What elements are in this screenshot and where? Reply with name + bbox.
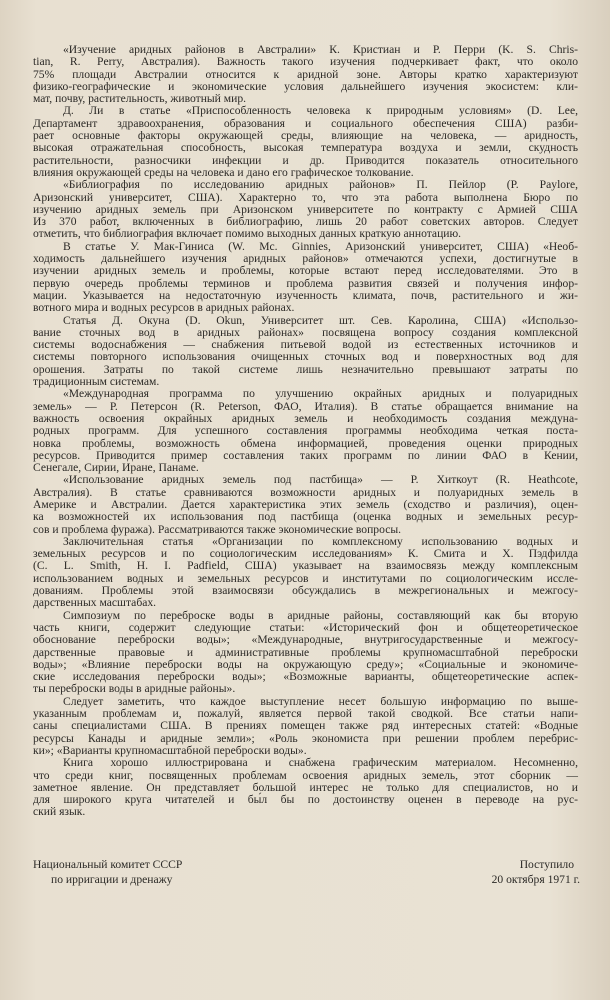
text-line: «Изучение аридных районов в Австралии» К. Кристиан и Р. Перри (K. S. Chris- (63, 43, 578, 56)
text-line: изучении аридных земель и проблемы, которые встают перед исследователями. Это в (33, 264, 578, 278)
text-line: «Использование аридных земель под пастбища» — Р. Хиткоут (R. Heathcote, (63, 473, 578, 487)
text-line: новка проблемы, возможность обмена информацией, проведения оценки природных (33, 436, 578, 450)
text-line: сов и проблема фуража). Рассматриваются также экономические вопросы. (33, 522, 402, 536)
text-line: ты переброски воды в аридные районы». (33, 682, 236, 696)
text-line: физико-географические и экономические условия дальнейшего изучения экосистем: кли- (33, 79, 578, 93)
text-line: 75% площади Австралии относится к аридной зоне. Авторы кратко характеризуют (33, 67, 578, 81)
text-line: дованиям. Проблемы этой взаимосвязи обсуждались в межрегиональных и межгосу- (33, 584, 578, 598)
text-line: В статье У. Мак-Гиниса (W. Mc. Ginnies, Аризонский университет, США) «Необ- (63, 239, 578, 253)
text-line: рает основные факторы окружающей среды, влияющие на человека, — аридность, (33, 129, 578, 143)
text-line: мат, почву, растительность, животный мир. (33, 92, 247, 106)
text-line: для широкого круга читателей и бы́л бы по достоинству оценен в переводе на рус- (33, 793, 578, 807)
text-line: Заключительная статья «Организации по комплексному использованию водных и (63, 534, 578, 548)
text-line: орошения. Затраты по такой системе лишь незначительно превышают затраты по (33, 362, 578, 376)
text-line: tian, R. Perry, Австралия). Важность такого изучения подчеркивает факт, что около (33, 55, 578, 69)
author-organization (33, 858, 182, 887)
text-line: высокая отражательная способность, высокая температура воздуха и земли, скудность (33, 141, 578, 155)
text-line: ский язык. (33, 805, 86, 819)
text-line: дарственные правовые и административные проблемы крупномасштабной переброски (33, 645, 578, 659)
text-line: вотного мира и водных ресурсов в аридных районах. (33, 301, 295, 315)
text-line: обоснование переброски воды»; «Международные, внутригосударственные и межгосу- (33, 633, 578, 647)
text-line: ресурсы Канады и аридные земли»; «Роль экономиста при решении проблем перебрис- (33, 731, 578, 745)
paragraph (33, 44, 578, 105)
received-note (440, 858, 580, 887)
text-line: «Библиография по исследованию аридных районов» П. Пейлор (P. Paylore, (63, 178, 578, 192)
text-line: мации. Указывается на недостаточную изученность климата, почв, растительного и жи- (33, 288, 578, 302)
text-line: Из 370 работ, включенных в библиографию, лишь 20 работ советских авторов. Следует (33, 215, 578, 229)
text-line: заметное явление. Он представляет большой интерес не только для специалистов, но и (33, 780, 578, 794)
text-line: родных программ. Для успешного составления программы необходима четкая поста- (33, 424, 578, 438)
text-line: традиционным системам. (33, 375, 160, 389)
paragraph (33, 315, 578, 389)
text-line: (C. L. Smith, H. I. Padfield, США) указывает на взаимосвязь между комплексным (33, 559, 578, 573)
text-line: Департамент здравоохранения, образования и социального обеспечения США) разби- (33, 116, 578, 130)
paragraph (33, 757, 578, 818)
text-line: Америке и Австралии. Дается характеристика этих земель (сходство и различия), оцен- (33, 497, 578, 511)
text-line: растительности, разносчики инфекции и др. Приводится показатель относительного (33, 153, 578, 167)
text-line: влияния окружающей среды на человека и дано его графическое толкование. (33, 165, 414, 179)
text-line: саны специалистами США. В прениях помещен также ряд интересных статей: «Водные (33, 719, 578, 733)
text-line: ходимость дальнейшего изучения аридных районов» отмечаются успехи, достигнутые в (33, 252, 578, 266)
organization-line-1: Национальный комитет СССР (33, 858, 183, 871)
text-line: первую очередь проблемы терминов и проблема развития связей и получения инфор- (33, 276, 578, 290)
text-line: «Международная программа по улучшению окрайных аридных и полуаридных (63, 387, 578, 401)
text-line: вание сточных вод в аридных районах» посвящена вопросу создания комплексной (33, 325, 578, 339)
paragraph (33, 610, 578, 696)
text-line: Симпозиум по переброске воды в аридные районы, составляющий как бы вторую (63, 608, 578, 622)
paragraph (33, 696, 578, 757)
text-line: изучению аридных земель при Аризонском университете по контракту с Армией США (33, 202, 578, 216)
paragraph (33, 241, 578, 315)
text-line: часть книги, содержит следующие статьи: «Исторический фон и общетеоретическое (33, 620, 578, 634)
text-line: что среди книг, посвященных проблемам освоения аридных земель, этот сборник — (33, 768, 578, 782)
paragraph (33, 474, 578, 535)
text-line: земель» — Р. Петерсон (R. Peterson, ФАО, Италия). В статье обращается внимание на (33, 399, 578, 413)
text-line: Аризонский университет, США). Характерно то, что эта работа выполнена Бюро по (33, 190, 578, 204)
text-line: ресурсов. Приводится пример составления таких программ по линии ФАО в Кении, (33, 448, 578, 462)
paragraph (33, 388, 578, 474)
paragraph (33, 536, 578, 610)
text-line: воды»; «Влияние переброски воды на окружающую среду»; «Социальные и экономиче- (33, 657, 578, 671)
text-line: указанным проблемам и, пожалуй, является первой такой сводкой. Все статьи напи- (33, 707, 578, 721)
text-line: Книга хорошо иллюстрирована и снабжена графическим материалом. Несомненно, (63, 756, 578, 770)
text-line: Д. Ли в статье «Приспособленность человека к природным условиям» (D. Lee, (63, 104, 578, 118)
review-body (33, 44, 578, 819)
text-line: использованием водных и земельных ресурсов и институтами по социологическим иссле- (33, 571, 578, 585)
paragraph (33, 105, 578, 179)
text-line: отметить, что библиография включает помимо выходных данных краткую аннотацию. (33, 227, 462, 241)
text-line: Сенегале, Сирии, Иране, Панаме. (33, 461, 199, 475)
text-line: Следует заметить, что каждое выступление несет большую информацию по выше- (63, 694, 578, 708)
text-line: Австралия). В статье сравниваются возможности аридных и полуаридных земель в (33, 485, 578, 499)
organization-line-2: по ирригации и дренажу (51, 872, 173, 886)
text-line: системы водоснабжения — снабжения питьевой водой из естественных источников и (33, 338, 578, 352)
text-line: важность освоения окрайных аридных земель и необходимость создания междуна- (33, 411, 578, 425)
text-line: системы повторного использования очищенных сточных вод и поверхностных вод для (33, 350, 578, 364)
text-line: ские исследования переброски воды»; «Возможные варианты, общетеоретические аспек- (33, 670, 578, 684)
text-line: земельных ресурсов и по социологическим исследованиям» К. Смита и Х. Пэдфилда (33, 547, 578, 561)
paragraph (33, 179, 578, 240)
received-date: 20 октября 1971 г. (491, 872, 580, 886)
text-line: Статья Д. Окуна (D. Okun, Университет шт. Сев. Каролина, США) «Использо- (63, 313, 578, 327)
text-line: ка возможностей их использования под пастбища (оценка водных и земельных ресур- (33, 510, 578, 524)
text-line: ки»; «Варианты крупномасштабной переброски воды». (33, 743, 307, 757)
received-label: Поступило (519, 858, 574, 871)
text-line: дарственных масштабах. (33, 596, 157, 610)
